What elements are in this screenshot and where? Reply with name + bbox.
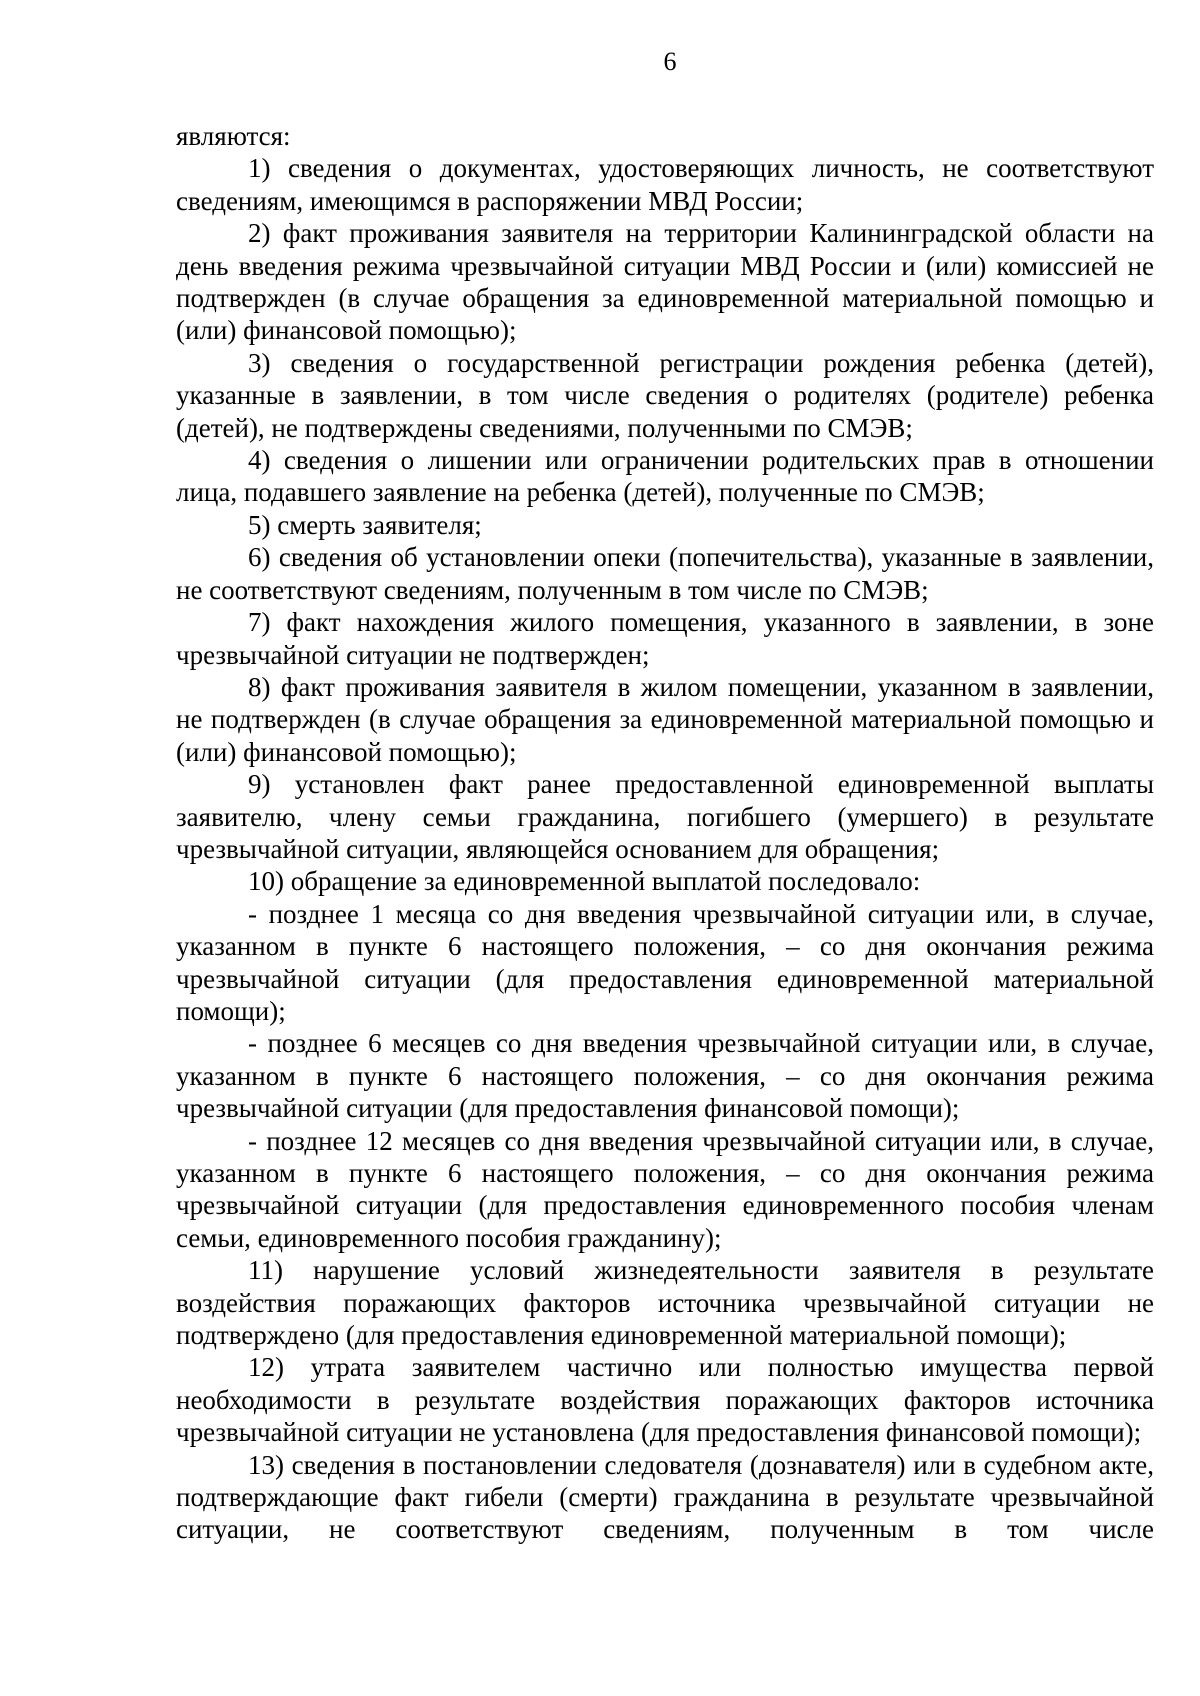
- list-item-11: 11) нарушение условий жизнедеятельности заявителя в результате воздействия поражающих факторов источника чрезвычайной ситуации не подтверждено (для предоставления единовременной материальной помощи);: [176, 1255, 1154, 1351]
- list-item-2: 2) факт проживания заявителя на территории Калининградской области на день введения режима чрезвычайной ситуации МВД России и (или) комиссией не подтвержден (в случае обращения за единовременной материальной помощью и (или) финансовой помощью);: [176, 218, 1154, 346]
- list-item-6: 6) сведения об установлении опеки (попечительства), указанные в заявлении, не соответствуют сведениям, полученным в том числе по СМЭВ;: [176, 542, 1154, 605]
- lead-text: являются:: [176, 121, 291, 151]
- document-body: [176, 120, 1154, 1546]
- list-item-12: 12) утрата заявителем частично или полностью имущества первой необходимости в результате воздействия поражающих факторов источника чрезвычайной ситуации не установлена (для предоставления финансовой помощи);: [176, 1352, 1154, 1448]
- sub-item-12-months: - позднее 12 месяцев со дня введения чрезвычайной ситуации или, в случае, указанном в пункте 6 настоящего положения, – со дня окончания режима чрезвычайной ситуации (для предоставления единовременного пособия членам семьи, единовременного пособия гражданину);: [176, 1125, 1154, 1253]
- list-item-1: 1) сведения о документах, удостоверяющих личность, не соответствуют сведениям, имеющимся в распоряжении МВД России;: [176, 153, 1154, 216]
- list-item-10: 10) обращение за единовременной выплатой последовало:: [248, 866, 921, 897]
- list-item-5: 5) смерть заявителя;: [248, 509, 482, 540]
- list-item-7: 7) факт нахождения жилого помещения, указанного в заявлении, в зоне чрезвычайной ситуации не подтвержден;: [176, 607, 1154, 670]
- list-item-13: 13) сведения в постановлении следователя (дознавателя) или в судебном акте, подтверждающие факт гибели (смерти) гражданина в результате чрезвычайной ситуации, не соответствуют сведениям, полученным в том числе: [176, 1449, 1154, 1545]
- list-item-4: 4) сведения о лишении или ограничении родительских прав в отношении лица, подавшего заявление на ребенка (детей), полученные по СМЭВ;: [176, 445, 1154, 508]
- list-item-9: 9) установлен факт ранее предоставленной единовременной выплаты заявителю, члену семьи гражданина, погибшего (умершего) в результате чрезвычайной ситуации, являющейся основанием для обращения;: [176, 769, 1154, 864]
- list-item-3: 3) сведения о государственной регистрации рождения ребенка (детей), указанные в заявлении, в том числе сведения о родителях (родителе) ребенка (детей), не подтверждены сведениями, полученными по СМЭВ;: [176, 347, 1154, 443]
- sub-item-6-months: - позднее 6 месяцев со дня введения чрезвычайной ситуации или, в случае, указанном в пункте 6 настоящего положения, – со дня окончания режима чрезвычайной ситуации (для предоставления финансовой помощи);: [176, 1028, 1154, 1124]
- sub-item-1-month: - позднее 1 месяца со дня введения чрезвычайной ситуации или, в случае, указанном в пункте 6 настоящего положения, – со дня окончания режима чрезвычайной ситуации (для предоставления единовременной материальной помощи);: [176, 898, 1154, 1026]
- list-item-8: 8) факт проживания заявителя в жилом помещении, указанном в заявлении, не подтвержден (в случае обращения за единовременной материальной помощью и (или) финансовой помощью);: [176, 671, 1154, 767]
- page-number: 6: [663, 47, 677, 76]
